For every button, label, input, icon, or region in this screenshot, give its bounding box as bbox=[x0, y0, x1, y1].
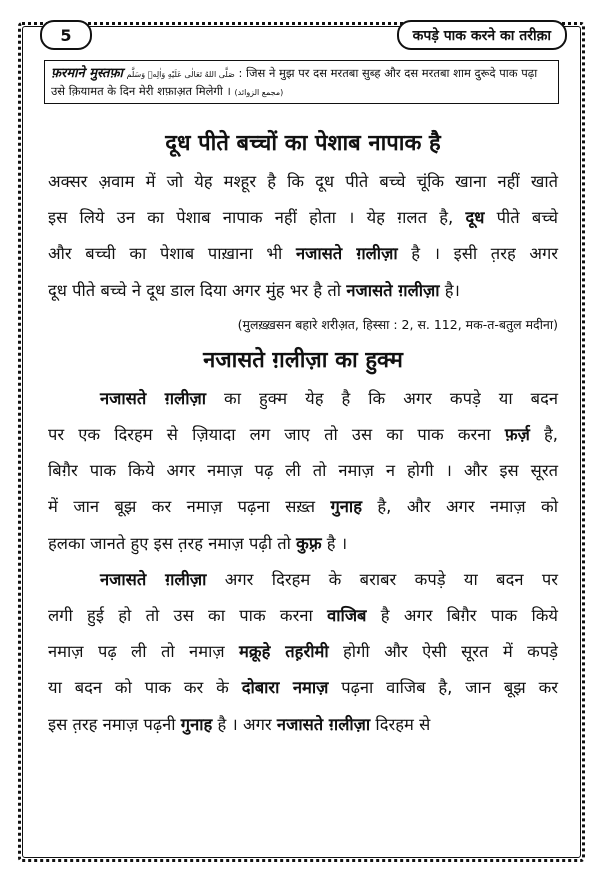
saying-source: (مجمع الزوائد) bbox=[234, 88, 284, 97]
page-number: 5 bbox=[40, 20, 92, 50]
bold-term: गुनाह bbox=[180, 714, 213, 734]
bold-term: दूध bbox=[465, 208, 485, 228]
bold-term: नजासते ग़लीज़ा bbox=[276, 714, 371, 734]
saying-label: फ़रमाने मुस्तफ़ा bbox=[51, 66, 123, 81]
section1-heading: दूध पीते बच्चों का पेशाब नापाक है bbox=[165, 131, 441, 156]
text-line: में जान बूझ कर नमाज़ पढ़ना सख़्त गुनाह है, और अगर नमाज़ को bbox=[48, 497, 558, 517]
text-line: अक्सर अ़वाम में जो येह मश्हूर है कि दूध पीते बच्चे चूंकि खाना नहीं खाते bbox=[48, 172, 558, 191]
text-line: नजासते ग़लीज़ा अगर दिरहम के बराबर कपड़े या बदन पर bbox=[100, 569, 558, 589]
bold-term: वाजिब bbox=[327, 606, 367, 626]
page bbox=[18, 22, 585, 862]
section1-body bbox=[48, 164, 558, 309]
page-header-title: कपड़े पाक करने का तरीक़ा bbox=[397, 20, 567, 50]
section2-heading: नजासते ग़लीज़ा का हुक्म bbox=[203, 347, 403, 373]
section2-paragraph1 bbox=[48, 381, 558, 562]
bold-term: फ़र्ज़ bbox=[504, 425, 530, 445]
bold-term: कुफ़्र bbox=[296, 533, 322, 553]
bold-term: दोबारा नमाज़ bbox=[241, 678, 329, 698]
text-line: दूध पीते बच्चे ने दूध डाल दिया अगर मुंह भर है तो नजासते ग़लीज़ा है। bbox=[48, 280, 460, 300]
bold-term: मक्रूहे तह़रीमी bbox=[239, 642, 329, 662]
text-line: बिग़ैर पाक किये अगर नमाज़ पढ़ ली तो नमाज़ न होगी । और इस सूरत bbox=[48, 461, 558, 481]
reference-citation: (मुलख़्ख़सन बहारे शरीअ़त, हिस्सा : 2, स. 112, मक-त-बतुल मदीना) bbox=[237, 316, 558, 332]
main-content bbox=[48, 120, 558, 743]
text-line: नजासते ग़लीज़ा का हुक्म येह है कि अगर कपड़े या बदन bbox=[100, 388, 558, 408]
saying-box bbox=[44, 60, 559, 104]
text-line: हलका जानते हुए इस त़रह नमाज़ पढ़ी तो कुफ़्र है । bbox=[48, 533, 348, 553]
text-line: इस लिये उन का पेशाब नापाक नहीं होता । येह ग़लत है, दूध पीते बच्चे bbox=[48, 208, 558, 228]
bold-term: नजासते ग़लीज़ा bbox=[100, 569, 207, 589]
text-line: और बच्ची का पेशाब पाख़ाना भी नजासते ग़लीज़ा है । इसी त़रह अगर bbox=[48, 244, 559, 264]
bold-term: नजासते ग़लीज़ा bbox=[346, 280, 440, 300]
bold-term: नजासते ग़लीज़ा bbox=[295, 244, 398, 264]
text-line: लगी हुई हो तो उस का पाक करना वाजिब है अगर बिग़ैर पाक किये bbox=[48, 606, 558, 626]
section2-paragraph2 bbox=[48, 562, 558, 743]
saying-arabic: صَلَّى اللهُ تَعَالٰى عَلَيْهِ وَاٰلِهٖ وَسَلَّم bbox=[126, 70, 235, 79]
text-line: इस त़रह नमाज़ पढ़नी गुनाह है । अगर नजासते ग़लीज़ा दिरहम से bbox=[48, 714, 431, 734]
text-line: नमाज़ पढ़ ली तो नमाज़ मक्रूहे तह़रीमी होगी और ऐसी सूरत में कपड़े bbox=[48, 642, 559, 662]
saying-text: : जिस ने मुझ पर दस मरतबा सुब्ह और दस मरतबा शाम दुरूदे पाक पढ़ा उसे क़ियामत के दिन मेरी शफ़ाअ़त मिलेगी । bbox=[51, 66, 538, 98]
text-line: पर एक दिरहम से ज़ियादा लग जाए तो उस का पाक करना फ़र्ज़ है, bbox=[48, 425, 558, 445]
bold-term: नजासते ग़लीज़ा bbox=[100, 388, 207, 408]
bold-term: गुनाह bbox=[330, 497, 362, 517]
text-line: या बदन को पाक कर के दोबारा नमाज़ पढ़ना वाजिब है, जान बूझ कर bbox=[48, 678, 558, 698]
